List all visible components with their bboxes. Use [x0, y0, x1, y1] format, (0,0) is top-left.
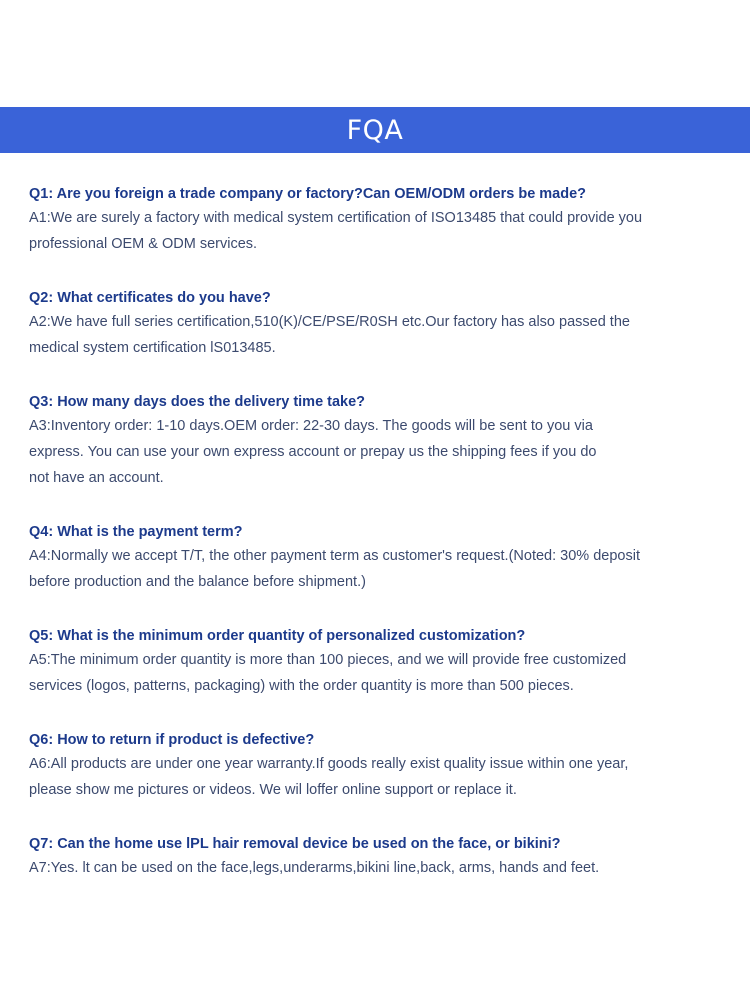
faq-answer-line: A5:The minimum order quantity is more than 100 pieces, and we will provide free customized: [29, 652, 627, 668]
faq-answer: [29, 751, 719, 803]
faq-answer: [29, 205, 719, 257]
faq-question: Q2: What certificates do you have?: [29, 290, 271, 306]
faq-answer-line: not have an account.: [29, 470, 164, 486]
faq-item-q5: [29, 625, 729, 729]
faq-question: Q1: Are you foreign a trade company or factory?Can OEM/ODM orders be made?: [29, 186, 587, 202]
header-banner: [0, 107, 750, 153]
faq-answer-line: A4:Normally we accept T/T, the other payment term as customer's request.(Noted: 30% deposit: [29, 548, 640, 564]
faq-answer: [29, 647, 719, 699]
faq-list: [29, 183, 729, 937]
faq-item-q6: [29, 729, 729, 833]
faq-answer-line: A6:All products are under one year warranty.If goods really exist quality issue within one year,: [29, 756, 629, 772]
faq-question: Q3: How many days does the delivery time take?: [29, 394, 366, 410]
faq-answer-line: A7:Yes. lt can be used on the face,legs,underarms,bikini line,back, arms, hands and feet.: [29, 860, 600, 876]
faq-question: Q6: How to return if product is defective?: [29, 732, 315, 748]
faq-question: Q5: What is the minimum order quantity of personalized customization?: [29, 628, 526, 644]
faq-item-q7: [29, 833, 729, 937]
faq-answer-line: professional OEM & ODM services.: [29, 236, 258, 252]
faq-answer-line: A2:We have full series certification,510(K)/CE/PSE/R0SH etc.Our factory has also passed the: [29, 314, 630, 330]
faq-item-q2: [29, 287, 729, 391]
faq-answer: [29, 413, 719, 491]
page-title: FQA: [346, 114, 404, 146]
faq-answer-line: A3:Inventory order: 1-10 days.OEM order: 22-30 days. The goods will be sent to you via: [29, 418, 593, 434]
faq-item-q4: [29, 521, 729, 625]
faq-answer-line: before production and the balance before shipment.): [29, 574, 366, 590]
faq-answer: [29, 855, 719, 881]
faq-answer-line: medical system certification lS013485.: [29, 340, 276, 356]
faq-answer-line: please show me pictures or videos. We wil loffer online support or replace it.: [29, 782, 517, 798]
faq-answer-line: services (logos, patterns, packaging) with the order quantity is more than 500 pieces.: [29, 678, 574, 694]
faq-answer-line: express. You can use your own express account or prepay us the shipping fees if you do: [29, 444, 597, 460]
faq-answer-line: A1:We are surely a factory with medical system certification of ISO13485 that could provide you: [29, 210, 643, 226]
faq-answer: [29, 543, 719, 595]
faq-item-q1: [29, 183, 729, 287]
faq-question: Q4: What is the payment term?: [29, 524, 243, 540]
faq-item-q3: [29, 391, 729, 521]
faq-question: Q7: Can the home use lPL hair removal device be used on the face, or bikini?: [29, 836, 561, 852]
faq-answer: [29, 309, 719, 361]
